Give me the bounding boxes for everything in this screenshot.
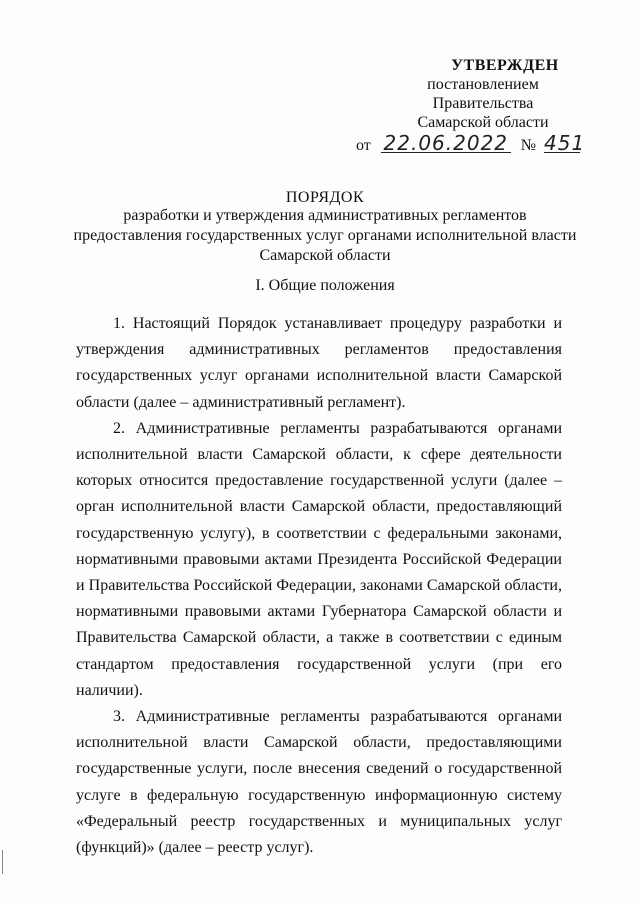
- subtitle-line-3: Самарской области: [259, 247, 391, 264]
- document-title: ПОРЯДОК: [285, 189, 365, 206]
- approval-stamp: [340, 56, 590, 155]
- approval-signature-line: [340, 131, 590, 155]
- approval-line-1: постановлением Правительства: [427, 76, 539, 112]
- approval-title: УТВЕРЖДЕН: [451, 57, 559, 74]
- scan-edge-mark: [2, 850, 3, 874]
- paragraph-1: 1. Настоящий Порядок устанавливает процедуру разработки и утверждения административных регламентов предоставления государственных услуг органами исполнительной власти Самарской области (далее – административный регламент).: [76, 315, 562, 411]
- handwritten-date: 22.06.2022: [381, 134, 511, 153]
- approval-line-2: Самарской области: [417, 114, 549, 131]
- paragraph-3: 3. Административные регламенты разрабатываются органами исполнительной власти Самарской области, предоставляющими государственные услуги, после внесения сведений о государственной услуге в федеральную государственную информационную систему «Федеральный реестр государственных и муниципальных услуг (функций)» (далее – реестр услуг).: [76, 708, 562, 857]
- document-body: [76, 311, 562, 861]
- from-label: от: [356, 137, 371, 154]
- subtitle-line-2: предоставления государственных услуг органами исполнительной власти: [73, 227, 577, 244]
- section-heading: I. Общие положения: [255, 277, 395, 294]
- number-label: №: [520, 137, 537, 154]
- handwritten-number: 451: [544, 131, 586, 155]
- subtitle-line-1: разработки и утверждения административных регламентов: [123, 207, 527, 224]
- document-subtitle: [60, 206, 590, 266]
- paragraph-2: 2. Административные регламенты разрабатываются органами исполнительной власти Самарской области, к сфере деятельности которых относится предоставление государственной услуги (далее – орган исполнительной власти Самарской области, предоставляющий государственную услугу), в соответствии с федеральными законами, нормативными правовыми актами Президента Российской Федерации и Правительства Российской Федерации, законами Самарской области, нормативными правовыми актами Губернатора Самарской области и Правительства Самарской области, а также в соответствии с единым стандартом предоставления государственной услуги (при его наличии).: [76, 419, 562, 699]
